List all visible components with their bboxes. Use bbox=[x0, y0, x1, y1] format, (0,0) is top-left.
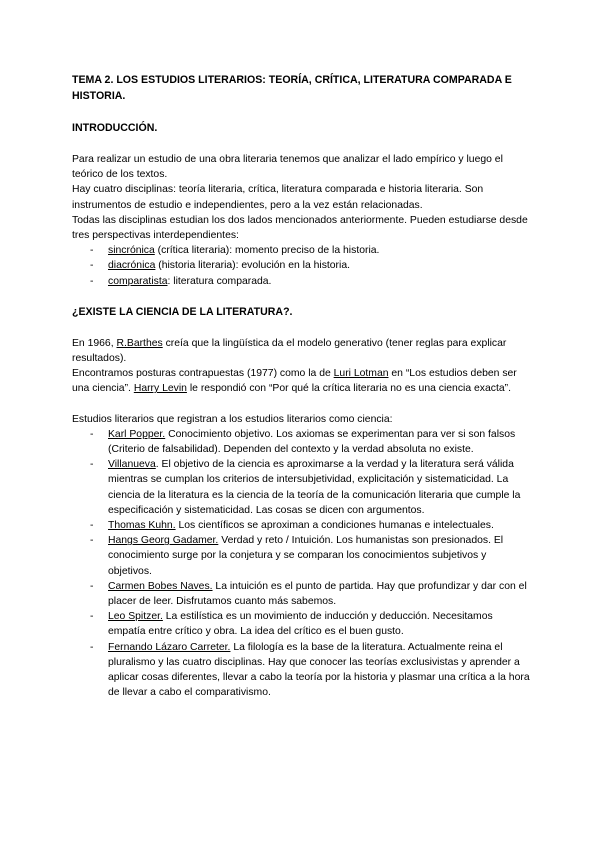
author-bobes: Carmen Bobes Naves. bbox=[108, 580, 213, 592]
author-lotman: Luri Lotman bbox=[333, 368, 389, 380]
list-item bbox=[72, 640, 532, 701]
term-desc: (historia literaria): evolución en la historia. bbox=[155, 260, 350, 272]
author-villanueva: Villanueva bbox=[108, 459, 156, 471]
term-comparatista: comparatista bbox=[108, 275, 168, 287]
list-item bbox=[72, 609, 532, 639]
author-desc: La intuición es el punto de partida. Hay que profundizar y dar con el placer de leer. Disfrutamos cuanto más sabemos. bbox=[108, 580, 527, 608]
perspectives-list bbox=[72, 243, 532, 289]
list-item bbox=[72, 258, 532, 273]
author-kuhn: Thomas Kuhn. bbox=[108, 520, 176, 532]
science-paragraph-3: Estudios literarios que registran a los estudios literarios como ciencia: bbox=[72, 413, 393, 425]
author-popper: Karl Popper. bbox=[108, 428, 166, 440]
intro-paragraph-2: Hay cuatro disciplinas: teoría literaria, crítica, literatura comparada e historia literaria. Son instrumentos de estudio e independientes, pero a la vez están relacionadas. bbox=[72, 184, 484, 211]
intro-heading: INTRODUCCIÓN. bbox=[72, 122, 158, 134]
author-desc: La filología es la base de la literatura. Actualmente reina el pluralismo y las cuatro disciplinas. Hay que conocer las teorías exclusivistas y aprender a aplicar cosas diferentes, llevar a cabo la teoría por la historia y plasmar una crítica a la hora de llevar a cabo el comparativismo. bbox=[108, 641, 530, 699]
intro-paragraph-3: Todas las disciplinas estudian los dos lados mencionados anteriormente. Pueden estudiarse desde tres perspectivas interdependientes: bbox=[72, 214, 528, 242]
list-item bbox=[72, 243, 532, 258]
list-item bbox=[72, 457, 532, 518]
page-title: TEMA 2. LOS ESTUDIOS LITERARIOS: TEORÍA, CRÍTICA, LITERATURA COMPARADA E HISTORIA. bbox=[72, 74, 512, 102]
term-desc: : literatura comparada. bbox=[167, 275, 272, 287]
document-content bbox=[72, 72, 532, 701]
text-run: le respondió con “Por qué la crítica literaria no es una ciencia exacta”. bbox=[186, 383, 511, 395]
author-desc: Conocimiento objetivo. Los axiomas se experimentan para ver si son falsos (Criterio de falsabilidad). Dependen del contexto y la verdad absoluta no existe. bbox=[108, 428, 516, 456]
term-desc: (crítica literaria): momento preciso de la historia. bbox=[154, 245, 380, 257]
term-diacronica: diacrónica bbox=[108, 260, 156, 272]
list-item bbox=[72, 427, 532, 457]
list-item bbox=[72, 274, 532, 289]
list-item bbox=[72, 533, 532, 579]
author-levin: Harry Levin bbox=[133, 383, 187, 395]
author-gadamer: Hangs Georg Gadamer. bbox=[108, 535, 219, 547]
author-barthes: R.Barthes bbox=[116, 337, 163, 349]
author-desc: Verdad y reto / Intuición. Los humanistas son presionados. El conocimiento surge por la conjetura y se comparan los conocimientos subjetivos y objetivos. bbox=[108, 535, 504, 577]
list-item bbox=[72, 518, 532, 533]
science-heading: ¿EXISTE LA CIENCIA DE LA LITERATURA?. bbox=[72, 305, 293, 318]
authors-list bbox=[72, 427, 532, 701]
science-paragraph-2 bbox=[72, 366, 532, 396]
author-desc: La estilística es un movimiento de inducción y deducción. Necesitamos empatía entre crítico y obra. La idea del crítico es el buen gusto. bbox=[108, 611, 493, 638]
list-item bbox=[72, 579, 532, 609]
text-run: creía que la lingüística da el modelo generativo (tener reglas para explicar resultados). bbox=[72, 337, 507, 365]
intro-paragraph-1: Para realizar un estudio de una obra literaria tenemos que analizar el lado empírico y luego el teórico de los textos. bbox=[72, 154, 503, 181]
author-desc: Los científicos se aproximan a condiciones humanas e intelectuales. bbox=[175, 520, 494, 532]
author-desc: . El objetivo de la ciencia es aproximarse a la verdad y la literatura será válida mientras se cumplan los criterios de intersubjetividad, explicitación y sistematicidad. La ciencia de la literatura es la ciencia de la teoría de la comunicación literaria que cumple la especificación y sistematicidad. Las cosas se dicen con argumentos. bbox=[108, 459, 521, 516]
science-paragraph-1 bbox=[72, 336, 532, 366]
author-spitzer: Leo Spitzer. bbox=[108, 611, 163, 623]
author-lazaro: Fernando Lázaro Carreter. bbox=[108, 641, 231, 653]
text-run: En 1966, bbox=[72, 337, 117, 349]
text-run: Encontramos posturas contrapuestas (1977) como la de bbox=[72, 368, 334, 380]
text-run: en “Los estudios deben ser una ciencia”. bbox=[72, 368, 517, 395]
term-sincronica: sincrónica bbox=[108, 245, 155, 257]
